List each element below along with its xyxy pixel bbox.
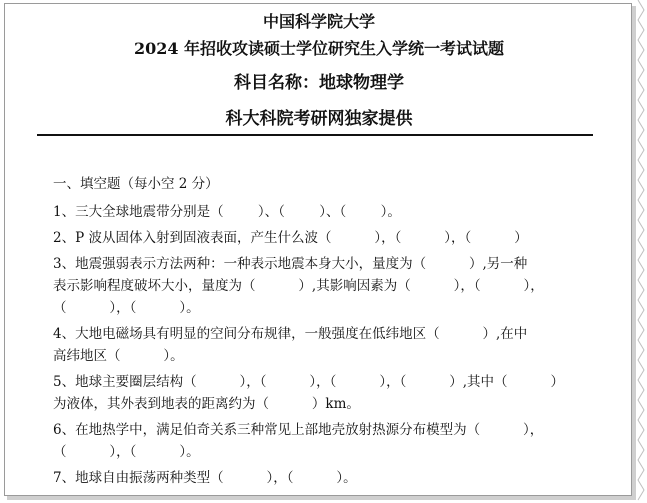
question-6-line: 6、在地热学中，满足伯奇关系三种常见上部地壳放射热源分布模型为（ ）， <box>53 422 544 438</box>
exam-title: 2024 年招收攻读硕士学位研究生入学统一考试试题 <box>133 39 505 58</box>
page-shadow-bottom <box>7 496 636 500</box>
question-3-line: 表示影响程度破坏大小，量度为（ ）,其影响因素为（ ），（ ）， <box>53 278 544 294</box>
question-3-line: 3、地震强弱表示方法两种：一种表示地震本身大小，量度为（ ）,另一种 <box>53 256 528 272</box>
question-3-line: （ ），（ ）。 <box>53 300 200 316</box>
question-7-line: 7、地球自由振荡两种类型（ ），（ ）。 <box>53 470 357 486</box>
question-5-line: 5、地球主要圈层结构（ ），（ ），（ ），（ ）,其中（ ） <box>53 374 564 390</box>
university-title: 中国科学院大学 <box>262 12 375 31</box>
subject-name: 科目名称：地球物理学 <box>234 73 404 93</box>
question-2-line: 2、P 波从固体入射到固液表面，产生什么波（ ），（ ），（ ） <box>53 230 528 246</box>
header-divider <box>37 134 593 136</box>
question-1-line: 1、三大全球地震带分别是（ ）、（ ）、（ ）。 <box>53 204 401 220</box>
torn-edge-decoration <box>636 0 647 503</box>
provider-line: 科大科院考研网独家提供 <box>225 109 413 129</box>
question-6-line: （ ），（ ）。 <box>53 444 200 460</box>
question-4-line: 高纬地区（ ）。 <box>53 348 184 364</box>
question-4-line: 4、大地电磁场具有明显的空间分布规律，一般强度在低纬地区（ ）,在中 <box>53 326 528 342</box>
question-5-line: 为液体，其外表到地表的距离约为（ ）km。 <box>53 396 360 412</box>
section-heading: 一、填空题（每小空 2 分） <box>53 176 219 192</box>
exam-page <box>4 3 632 496</box>
